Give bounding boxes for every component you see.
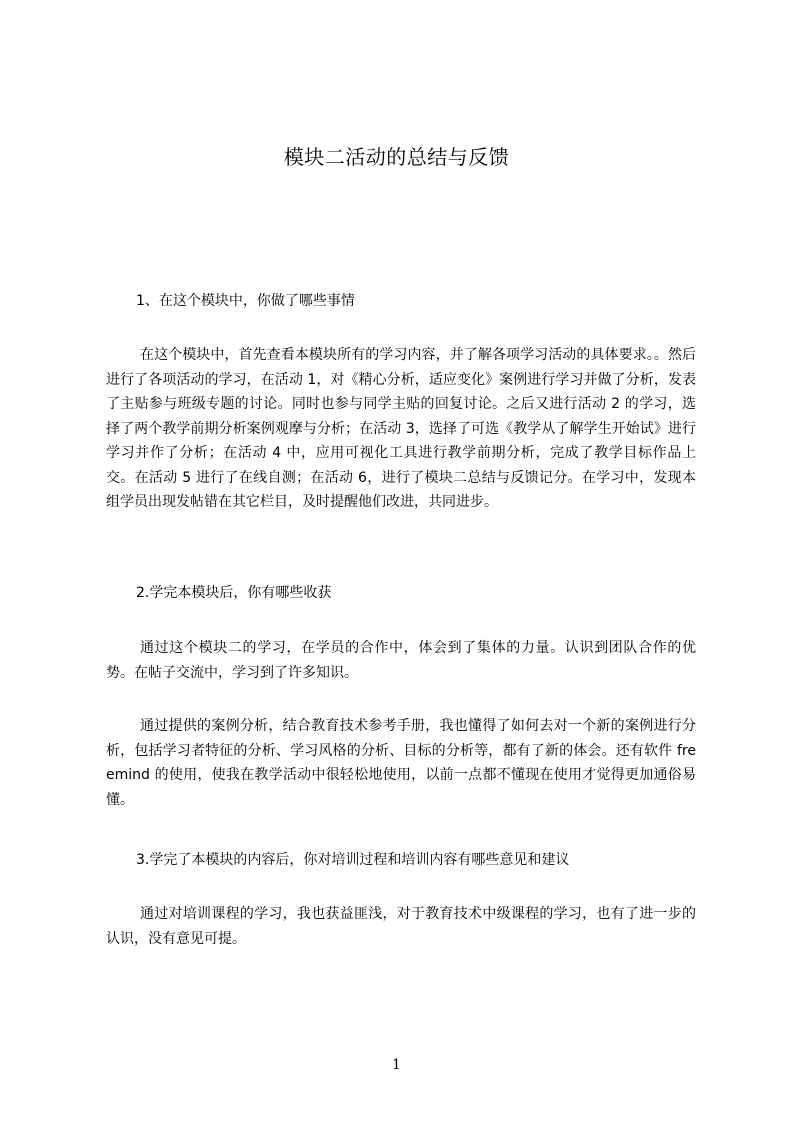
section-1-heading: 1、在这个模块中，你做了哪些事情 xyxy=(136,293,355,309)
section-1-paragraph-1: 在这个模块中，首先查看本模块所有的学习内容，并了解各项学习活动的具体要求。。然后进行了各项活动的学习，在活动 1，对《精心分析，适应变化》案例进行学习并做了分析，发表了主贴参与班级专题的讨论。同时也参与同学主贴的回复讨论。之后又进行活动 2 的学习，选择了两个教学前期分析案例观摩与分析；在活动 3，选择了可选《教学从了解学生开始试》进行学习并作了分析；在活动 4 中，应用可视化工具进行教学前期分析，完成了教学目标作品上交。在活动 5 进行了在线自测；在活动 6，进行了模块二总结与反馈记分。在学习中，发现本组学员出现发帖错在其它栏目，及时提醒他们改进，共同进步。 xyxy=(106,347,696,510)
page-number: 1 xyxy=(392,1057,401,1073)
document-title: 模块二活动的总结与反馈 xyxy=(283,145,510,169)
section-2-paragraph-2: 通过提供的案例分析，结合教育技术参考手册，我也懂得了如何去对一个新的案例进行分析，包括学习者特征的分析、学习风格的分析、目标的分析等，都有了新的体会。还有软件 freemind 的使用，使我在教学活动中很轻松地使用，以前一点都不懂现在使用才觉得更加通俗易懂。 xyxy=(106,718,696,808)
section-3-paragraph-1: 通过对培训课程的学习，我也获益匪浅，对于教育技术中级课程的学习，也有了进一步的认识，没有意见可提。 xyxy=(106,906,696,947)
section-3-heading: 3.学完了本模块的内容后，你对培训过程和培训内容有哪些意见和建议 xyxy=(136,852,570,868)
section-2-paragraph-1: 通过这个模块二的学习，在学员的合作中，体会到了集体的力量。认识到团队合作的优势。在帖子交流中，学习到了许多知识。 xyxy=(106,640,696,681)
section-2-heading: 2.学完本模块后，你有哪些收获 xyxy=(136,585,332,601)
